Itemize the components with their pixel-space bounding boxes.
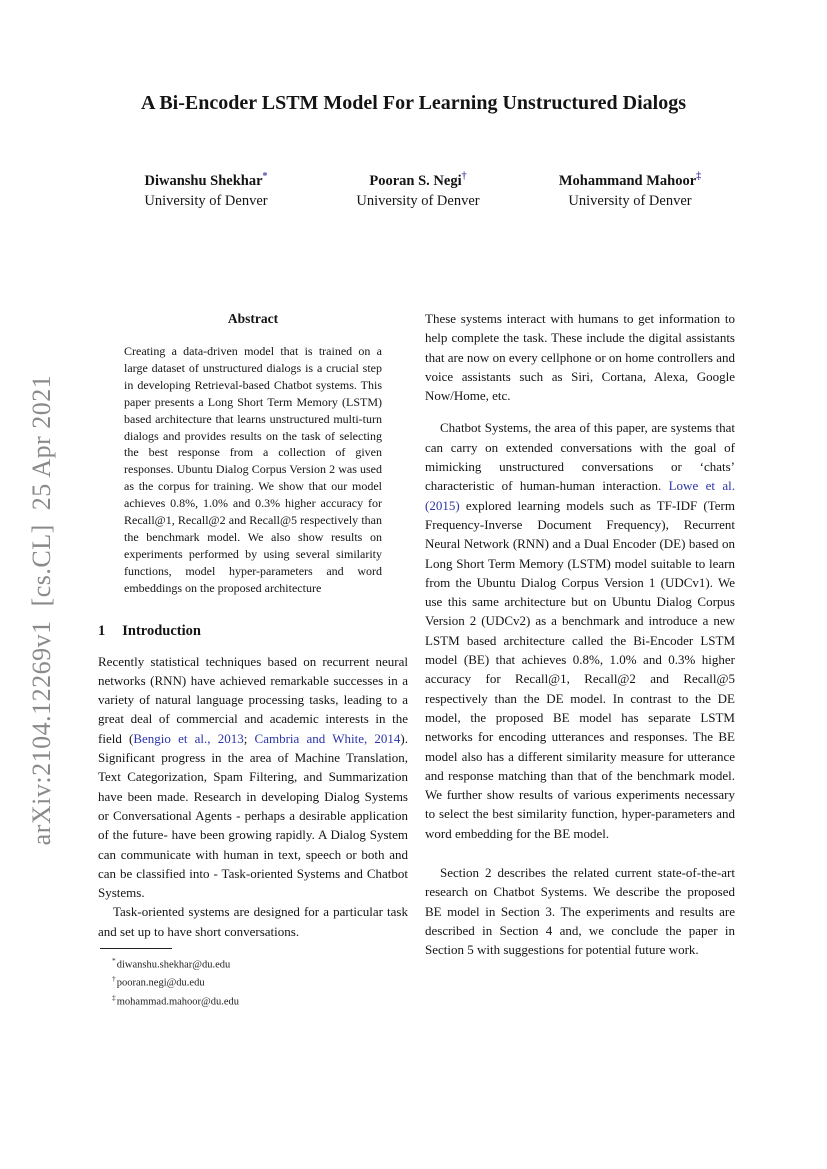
author-affiliation: University of Denver xyxy=(568,192,692,209)
footnote-rule xyxy=(100,948,172,949)
author-name xyxy=(320,171,516,190)
author-name-text: Diwanshu Shekhar xyxy=(144,172,263,189)
abstract-heading: Abstract xyxy=(227,311,279,326)
left-column xyxy=(98,305,408,1009)
author-1 xyxy=(108,171,304,210)
footnote-marker-dagger: † xyxy=(461,171,467,182)
right-paragraph-3 xyxy=(425,863,735,959)
right-paragraph-2 xyxy=(425,418,735,843)
author-name-text: Pooran S. Negi xyxy=(369,172,462,189)
footnote-marker-asterisk: * xyxy=(112,956,116,966)
two-column-body xyxy=(98,305,735,1009)
footnote-email-text: mohammad.mahoor@du.edu xyxy=(116,996,239,1008)
footnote-email-text: diwanshu.shekhar@du.edu xyxy=(116,959,231,971)
citation-link[interactable]: Cambria and White, 2014 xyxy=(254,730,401,746)
section-heading-introduction xyxy=(98,623,408,640)
paragraph-text: ). Significant progress in the area of Machine Translation, Text Categorization, Spam Filtering, and Summarization have been made. Research in developing Dialog Systems or Conversational Agents - perhaps a desirable application of the future- have been growing rapidly. A Dialog System can communicate with human in text, speech or both and can be classified into - Task-oriented Systems and Chatbot Systems. xyxy=(98,730,408,901)
author-3 xyxy=(532,171,728,210)
footnote-email-2 xyxy=(98,972,408,990)
paragraph-text: Recently statistical techniques based on recurrent neural networks (RNN) have achieved remarkable successes in a variety of natural language processing tasks, leading to a great deal of commercial and academic interests in the field ( xyxy=(98,653,408,746)
paragraph-text: Task-oriented systems are designed for a particular task and set up to have short conversations. xyxy=(98,904,408,939)
author-name-text: Mohammand Mahoor xyxy=(558,172,697,189)
author-name xyxy=(108,171,304,190)
section-number: 1 xyxy=(98,622,106,639)
author-affiliation: University of Denver xyxy=(144,192,268,209)
arxiv-watermark: arXiv:2104.12269v1 [cs.CL] 25 Apr 2021 xyxy=(27,374,56,846)
section-title: Introduction xyxy=(122,622,201,639)
abstract-text: Creating a data-driven model that is trained on a large dataset of unstructured dialogs is a crucial step in developing Retrieval-based Chatbot systems. This paper presents a Long Short Term Memory (LSTM) based architecture that learns unstructured multi-turn dialogs and provides results on the task of selecting the best response from a collection of given responses. Ubuntu Dialog Corpus Version 2 was used as the corpus for training. We show that our model achieves 0.8%, 1.0% and 0.3% higher accuracy for Recall@1, Recall@2 and Recall@5 respectively than the benchmark model. We also show results on experiments performed by using several similarity functions, model hyper-parameters and word embeddings on the proposed architecture xyxy=(124,344,382,595)
footnote-marker-dagger: † xyxy=(112,974,116,984)
paragraph-text: Section 2 describes the related current state-of-the-art research on Chatbot Systems. We describe the proposed BE model in Section 3. The experiments and results are described in Section 4 and, we conclude the paper in Section 5 with suggestions for potential future work. xyxy=(425,865,735,958)
author-name xyxy=(532,171,728,190)
citation-link[interactable]: Bengio et al., 2013 xyxy=(133,730,244,746)
intro-paragraph-1 xyxy=(98,652,408,903)
right-column xyxy=(425,305,735,1009)
right-paragraph-1 xyxy=(425,309,735,405)
author-affiliation: University of Denver xyxy=(356,192,480,209)
footnote-marker-asterisk: * xyxy=(262,171,268,182)
footnote-block xyxy=(98,948,408,1009)
paragraph-text: Chatbot Systems, the area of this paper, are systems that can carry on extended conversations with the goal of mimicking unstructured conversations or ‘chats’ characteristic of human-human interaction. xyxy=(425,420,735,494)
paragraph-text: ; xyxy=(243,730,255,746)
footnote-marker-double-dagger: ‡ xyxy=(696,171,702,182)
intro-paragraph-2 xyxy=(98,902,408,941)
citation-link[interactable]: Lowe et al. (2015) xyxy=(425,478,735,513)
author-2 xyxy=(320,171,516,210)
footnote-email-text: pooran.negi@du.edu xyxy=(116,977,205,989)
author-block xyxy=(108,171,728,210)
footnote-email-1 xyxy=(98,954,408,972)
paragraph-text: These systems interact with humans to get information to help complete the task. These include the digital assistants that are now on every cellphone or on home controllers and voice assistants such as Siri, Cortana, Alexa, Google Now/Home, etc. xyxy=(425,311,735,404)
footnote-marker-double-dagger: ‡ xyxy=(112,992,116,1002)
paper-title: A Bi-Encoder LSTM Model For Learning Unstructured Dialogs xyxy=(140,92,687,114)
paragraph-text: explored learning models such as TF-IDF (Term Frequency-Inverse Document Frequency), Recurrent Neural Network (RNN) and a Dual Encoder (DE) based on Long Short Term Memory (LSTM) model suitable to learn from the Ubuntu Dialog Corpus Version 1 (UDCv1). We use this same architecture but on Ubuntu Dialog Corpus Version 2 (UDCv2) as a benchmark and introduce a new LSTM based architecture called the Bi-Encoder LSTM model (BE) that achieves 0.8%, 1.0% and 0.3% higher accuracy for Recall@1, Recall@2 and Recall@5 respectively than the DE model. In contrast to the DE model, the proposed BE model has separate LSTM networks for encoding utterances and responses. The BE model also has a different similarity measure for utterance and response matching than that of the benchmark model. We further show results of various experiments necessary to select the best similarity function, hyper-parameters and word embedding for the BE model. xyxy=(425,497,735,841)
footnote-email-3 xyxy=(98,991,408,1009)
